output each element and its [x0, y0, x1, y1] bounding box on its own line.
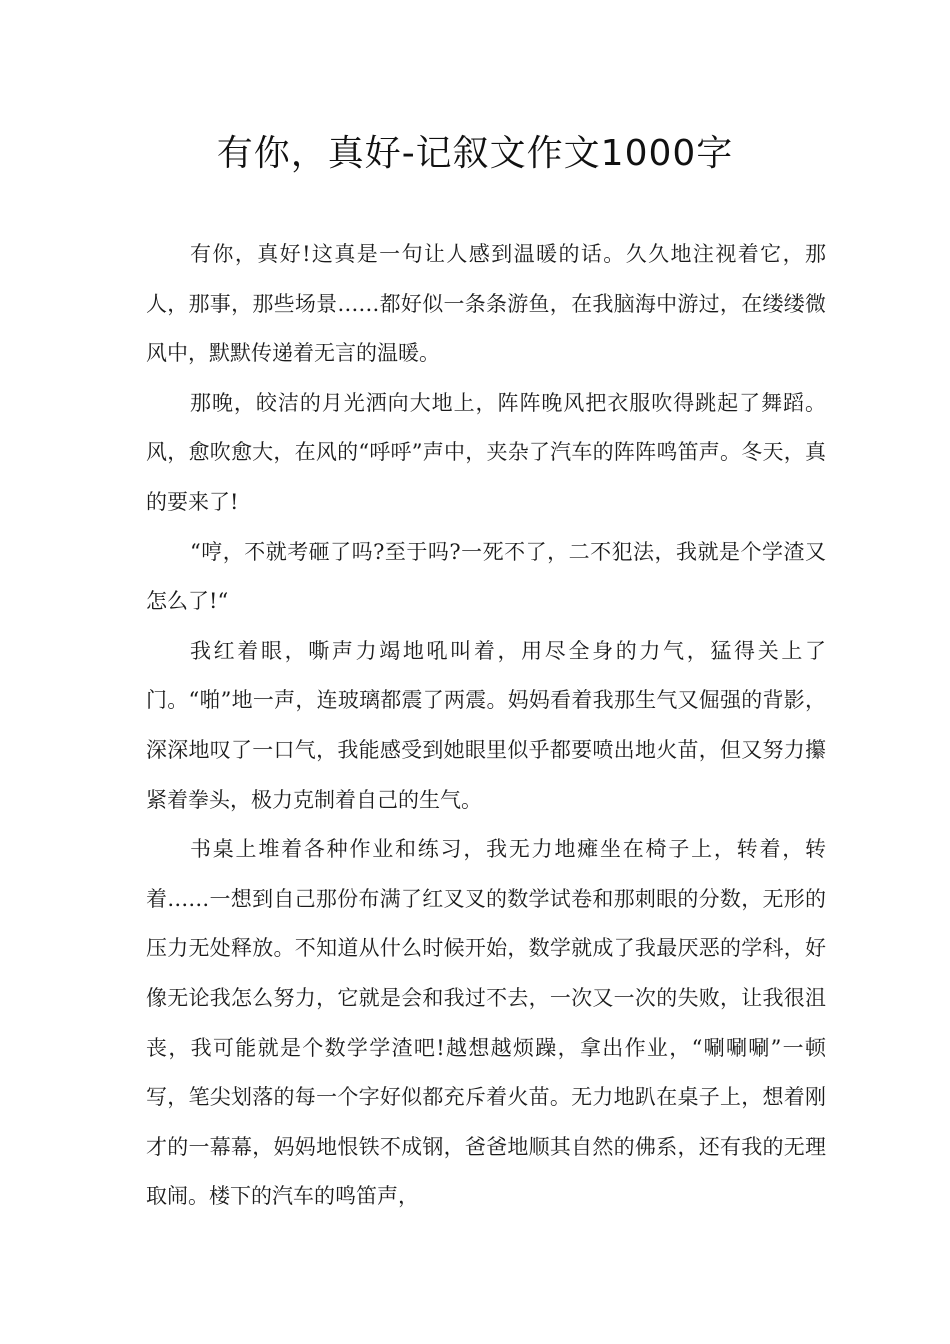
paragraph-3: “哼，不就考砸了吗?至于吗?一死不了，二不犯法，我就是个学渣又怎么了!“	[146, 539, 826, 614]
paragraph-1: 有你，真好!这真是一句让人感到温暖的话。久久地注视着它，那人，那事，那些场景……都好似一条条游鱼，在我脑海中游过，在缕缕微风中，默默传递着无言的温暖。	[146, 242, 826, 366]
document-title: 有你，真好-记叙文作文1000字	[216, 133, 734, 174]
paragraph-4: 我红着眼，嘶声力竭地吼叫着，用尽全身的力气，猛得关上了门。“啪”地一声，连玻璃都震了两震。妈妈看着我那生气又倔强的背影，深深地叹了一口气，我能感受到她眼里似乎都要喷出地火苗，但又努力攥紧着拳头，极力克制着自己的生气。	[146, 638, 826, 812]
paragraph-5: 书桌上堆着各种作业和练习，我无力地瘫坐在椅子上，转着，转着……一想到自己那份布满了红叉叉的数学试卷和那刺眼的分数，无形的压力无处释放。不知道从什么时候开始，数学就成了我最厌恶的学科，好像无论我怎么努力，它就是会和我过不去，一次又一次的失败，让我很沮丧，我可能就是个数学学渣吧!越想越烦躁，拿出作业，“唰唰唰”一顿写，笔尖划落的每一个字好似都充斥着火苗。无力地趴在桌子上，想着刚才的一幕幕，妈妈地恨铁不成钢，爸爸地顺其自然的佛系，还有我的无理取闹。楼下的汽车的鸣笛声，	[146, 837, 826, 1209]
paragraph-2: 那晚，皎洁的月光洒向大地上，阵阵晚风把衣服吹得跳起了舞蹈。风，愈吹愈大，在风的“呼呼”声中，夹杂了汽车的阵阵鸣笛声。冬天，真的要来了!	[146, 390, 826, 514]
document-body	[146, 230, 826, 1222]
